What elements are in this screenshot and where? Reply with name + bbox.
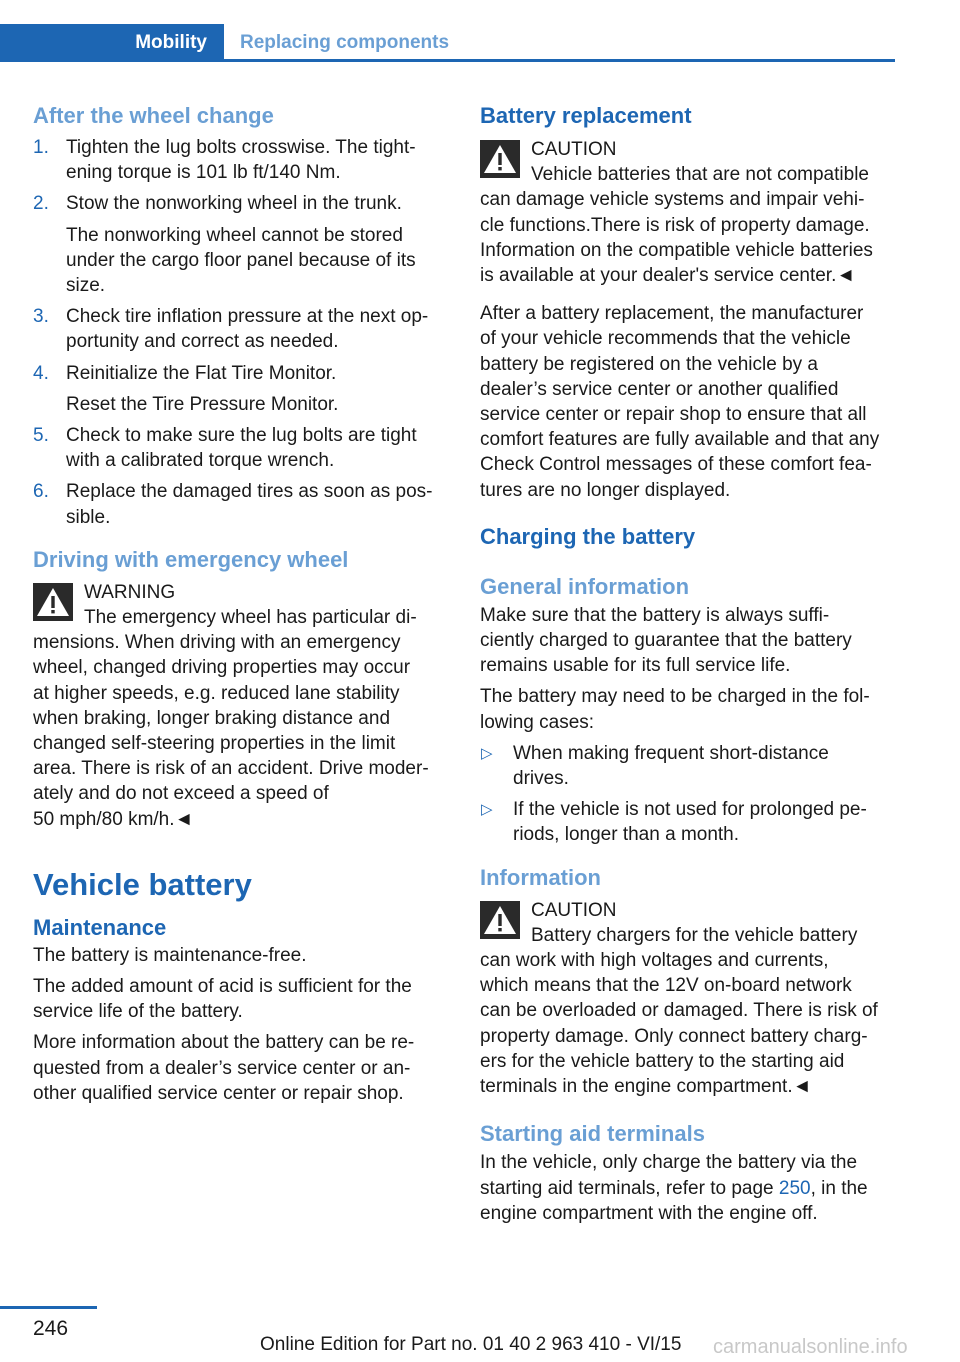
- battery-replacement-heading: Battery replacement: [480, 103, 692, 128]
- bullet-text-line: riods, longer than a month.: [513, 824, 740, 846]
- text-line: lowing cases:: [480, 711, 595, 733]
- caution-text-line: cle functions.There is risk of property damage.: [480, 214, 870, 236]
- caution-text-line: Information on the compatible vehicle batteries: [480, 239, 873, 261]
- warning-text-line: The emergency wheel has particular di-: [84, 607, 417, 629]
- step-text-line: Tighten the lug bolts crosswise. The tight-: [66, 137, 416, 158]
- caution-text-1: [480, 162, 895, 288]
- warning-text-line: ately and do not exceed a speed of: [33, 783, 329, 805]
- tab-mobility[interactable]: Mobility: [0, 24, 224, 59]
- warning-label: WARNING: [84, 581, 176, 603]
- text-line: Make sure that the battery is always suffi-: [480, 604, 830, 626]
- step-number: 4.: [33, 362, 49, 384]
- charging-cases-list: [480, 741, 895, 848]
- step-number: 3.: [33, 306, 49, 328]
- caution-text-2: [480, 923, 895, 1099]
- text-line: quested from a dealer’s service center or an-: [33, 1057, 411, 1079]
- list-item: [33, 479, 448, 529]
- warning-text-line: mensions. When driving with an emergency: [33, 632, 401, 654]
- maintenance-heading: Maintenance: [33, 914, 167, 940]
- bullet-text-line: If the vehicle is not used for prolonged pe-: [513, 799, 867, 821]
- caution-text-line: terminals in the engine compartment.◄: [480, 1076, 812, 1098]
- text-line: service center or repair shop to ensure that all: [480, 404, 867, 426]
- vehicle-battery-title: Vehicle battery: [33, 866, 252, 902]
- bullet-text-line: drives.: [513, 768, 569, 790]
- text-line: More information about the battery can be re-: [33, 1032, 415, 1054]
- step-number: 1.: [33, 137, 49, 158]
- steps-list: [33, 135, 448, 530]
- after-wheel-change-heading: After the wheel change: [33, 103, 274, 128]
- text-line: ciently charged to guarantee that the battery: [480, 630, 852, 652]
- warning-text-line: at higher speeds, e.g. reduced lane stability: [33, 682, 400, 704]
- bullet-text-line: When making frequent short-distance: [513, 742, 829, 764]
- step-text-line: Reinitialize the Flat Tire Monitor.: [66, 362, 337, 384]
- caution-triangle-icon: [480, 901, 520, 939]
- text-line: service life of the battery.: [33, 1001, 243, 1023]
- caution-block-2: [480, 898, 895, 1100]
- caution-text-line: Vehicle batteries that are not compatible: [531, 164, 869, 186]
- left-column: [33, 100, 448, 1106]
- terminals-text-line-2: [480, 1176, 895, 1201]
- list-item: [33, 423, 448, 473]
- text-line: The added amount of acid is sufficient for the: [33, 976, 412, 998]
- text-line: dealer’s service center or another qualified: [480, 378, 839, 400]
- list-item: [480, 741, 895, 791]
- warning-block: [33, 580, 448, 832]
- step-number: 2.: [33, 193, 49, 215]
- caution-text-line: is available at your dealer's service center.◄: [480, 265, 856, 287]
- information-heading: Information: [480, 864, 601, 890]
- starting-aid-terminals-heading: Starting aid terminals: [480, 1121, 705, 1147]
- page-number: 246: [33, 1317, 69, 1340]
- terminals-text-line-1: In the vehicle, only charge the battery via the: [480, 1152, 858, 1174]
- watermark: carmanualsonline.info: [713, 1336, 908, 1358]
- tab-replacing-components[interactable]: Replacing components: [240, 32, 450, 53]
- caution-text-line: Battery chargers for the vehicle battery: [531, 924, 858, 946]
- text-line: battery be registered on the vehicle by a: [480, 353, 818, 375]
- warning-text-line: when braking, longer braking distance and: [33, 707, 391, 729]
- list-item: [33, 223, 448, 299]
- caution-label-1: CAUTION: [531, 139, 617, 160]
- replacement-text: [480, 301, 895, 503]
- list-item: [33, 135, 448, 185]
- step-text-line: Check tire inflation pressure at the next op-: [66, 306, 429, 328]
- warning-text: [33, 605, 448, 832]
- step-text-line: with a calibrated torque wrench.: [66, 450, 335, 472]
- terminals-text-post: , in the: [810, 1177, 868, 1199]
- list-item: [33, 361, 448, 386]
- step-text-line: ening torque is 101 lb ft/140 Nm.: [66, 162, 341, 184]
- caution-text-line: which means that the 12V on-board network: [480, 975, 852, 997]
- caution-text-line: can be overloaded or damaged. There is risk of: [480, 1000, 878, 1022]
- footer-rule: [0, 1306, 97, 1309]
- caution-block-1: [480, 137, 895, 288]
- step-text-line: Replace the damaged tires as soon as pos-: [66, 481, 433, 503]
- step-text-line: Check to make sure the lug bolts are tight: [66, 425, 417, 447]
- general-information-heading: General information: [480, 573, 690, 599]
- step-text-line: Stow the nonworking wheel in the trunk.: [66, 193, 402, 215]
- step-number: 6.: [33, 481, 49, 503]
- text-line: The battery may need to be charged in the fol-: [480, 686, 870, 708]
- warning-triangle-icon: [33, 583, 73, 621]
- step-text-line: under the cargo floor panel because of its: [66, 249, 416, 271]
- terminals-text-pre: starting aid terminals, refer to page: [480, 1177, 779, 1199]
- triangle-bullet-icon: ▷: [481, 744, 493, 762]
- emergency-wheel-heading: Driving with emergency wheel: [33, 546, 349, 572]
- text-line: Check Control messages of these comfort fea-: [480, 454, 872, 476]
- caution-text-line: can damage vehicle systems and impair vehi-: [480, 189, 865, 211]
- warning-text-line: changed self-steering properties in the limit: [33, 733, 396, 755]
- text-line: of your vehicle recommends that the vehicle: [480, 328, 851, 350]
- warning-text-line: wheel, changed driving properties may occur: [33, 657, 411, 679]
- text-line: comfort features are fully available and that any: [480, 429, 880, 451]
- caution-label-2: CAUTION: [531, 899, 617, 921]
- general-text-1: [480, 603, 895, 679]
- step-number: 5.: [33, 425, 49, 447]
- caution-text-line: ers for the vehicle battery to the starting aid: [480, 1050, 845, 1072]
- text-line: After a battery replacement, the manufacturer: [480, 303, 864, 325]
- step-text-line: The nonworking wheel cannot be stored: [66, 224, 403, 246]
- text-line: tures are no longer displayed.: [480, 479, 731, 501]
- list-item: [480, 797, 895, 847]
- list-item: [33, 304, 448, 354]
- text-line: other qualified service center or repair shop.: [33, 1082, 404, 1104]
- caution-text-line: property damage. Only connect battery charg-: [480, 1025, 868, 1047]
- maintenance-text-3: [33, 1030, 448, 1106]
- text-line: remains usable for its full service life.: [480, 655, 791, 677]
- triangle-bullet-icon: ▷: [481, 801, 493, 819]
- page-250-link[interactable]: 250: [778, 1177, 811, 1199]
- list-item: [33, 392, 448, 417]
- warning-text-line: 50 mph/80 km/h.◄: [33, 808, 194, 830]
- maintenance-text-1: The battery is maintenance-free.: [33, 944, 307, 966]
- terminals-text-line-3: engine compartment with the engine off.: [480, 1202, 818, 1224]
- step-text-line: sible.: [66, 506, 111, 528]
- charging-heading: Charging the battery: [480, 523, 696, 549]
- step-text-line: portunity and correct as needed.: [66, 331, 339, 353]
- general-text-2: [480, 684, 895, 734]
- step-text-line: Reset the Tire Pressure Monitor.: [66, 393, 339, 415]
- chapter-tab-bar: [0, 24, 895, 62]
- caution-text-line: can work with high voltages and currents,: [480, 950, 829, 972]
- right-column: [480, 100, 895, 1226]
- list-item: [33, 191, 448, 216]
- step-text-line: size.: [66, 275, 106, 297]
- maintenance-text-2: [33, 974, 448, 1024]
- caution-triangle-icon: [480, 140, 520, 178]
- edition-footer: Online Edition for Part no. 01 40 2 963 410 - VI/15: [260, 1334, 682, 1355]
- warning-text-line: area. There is risk of an accident. Drive moder-: [33, 758, 429, 780]
